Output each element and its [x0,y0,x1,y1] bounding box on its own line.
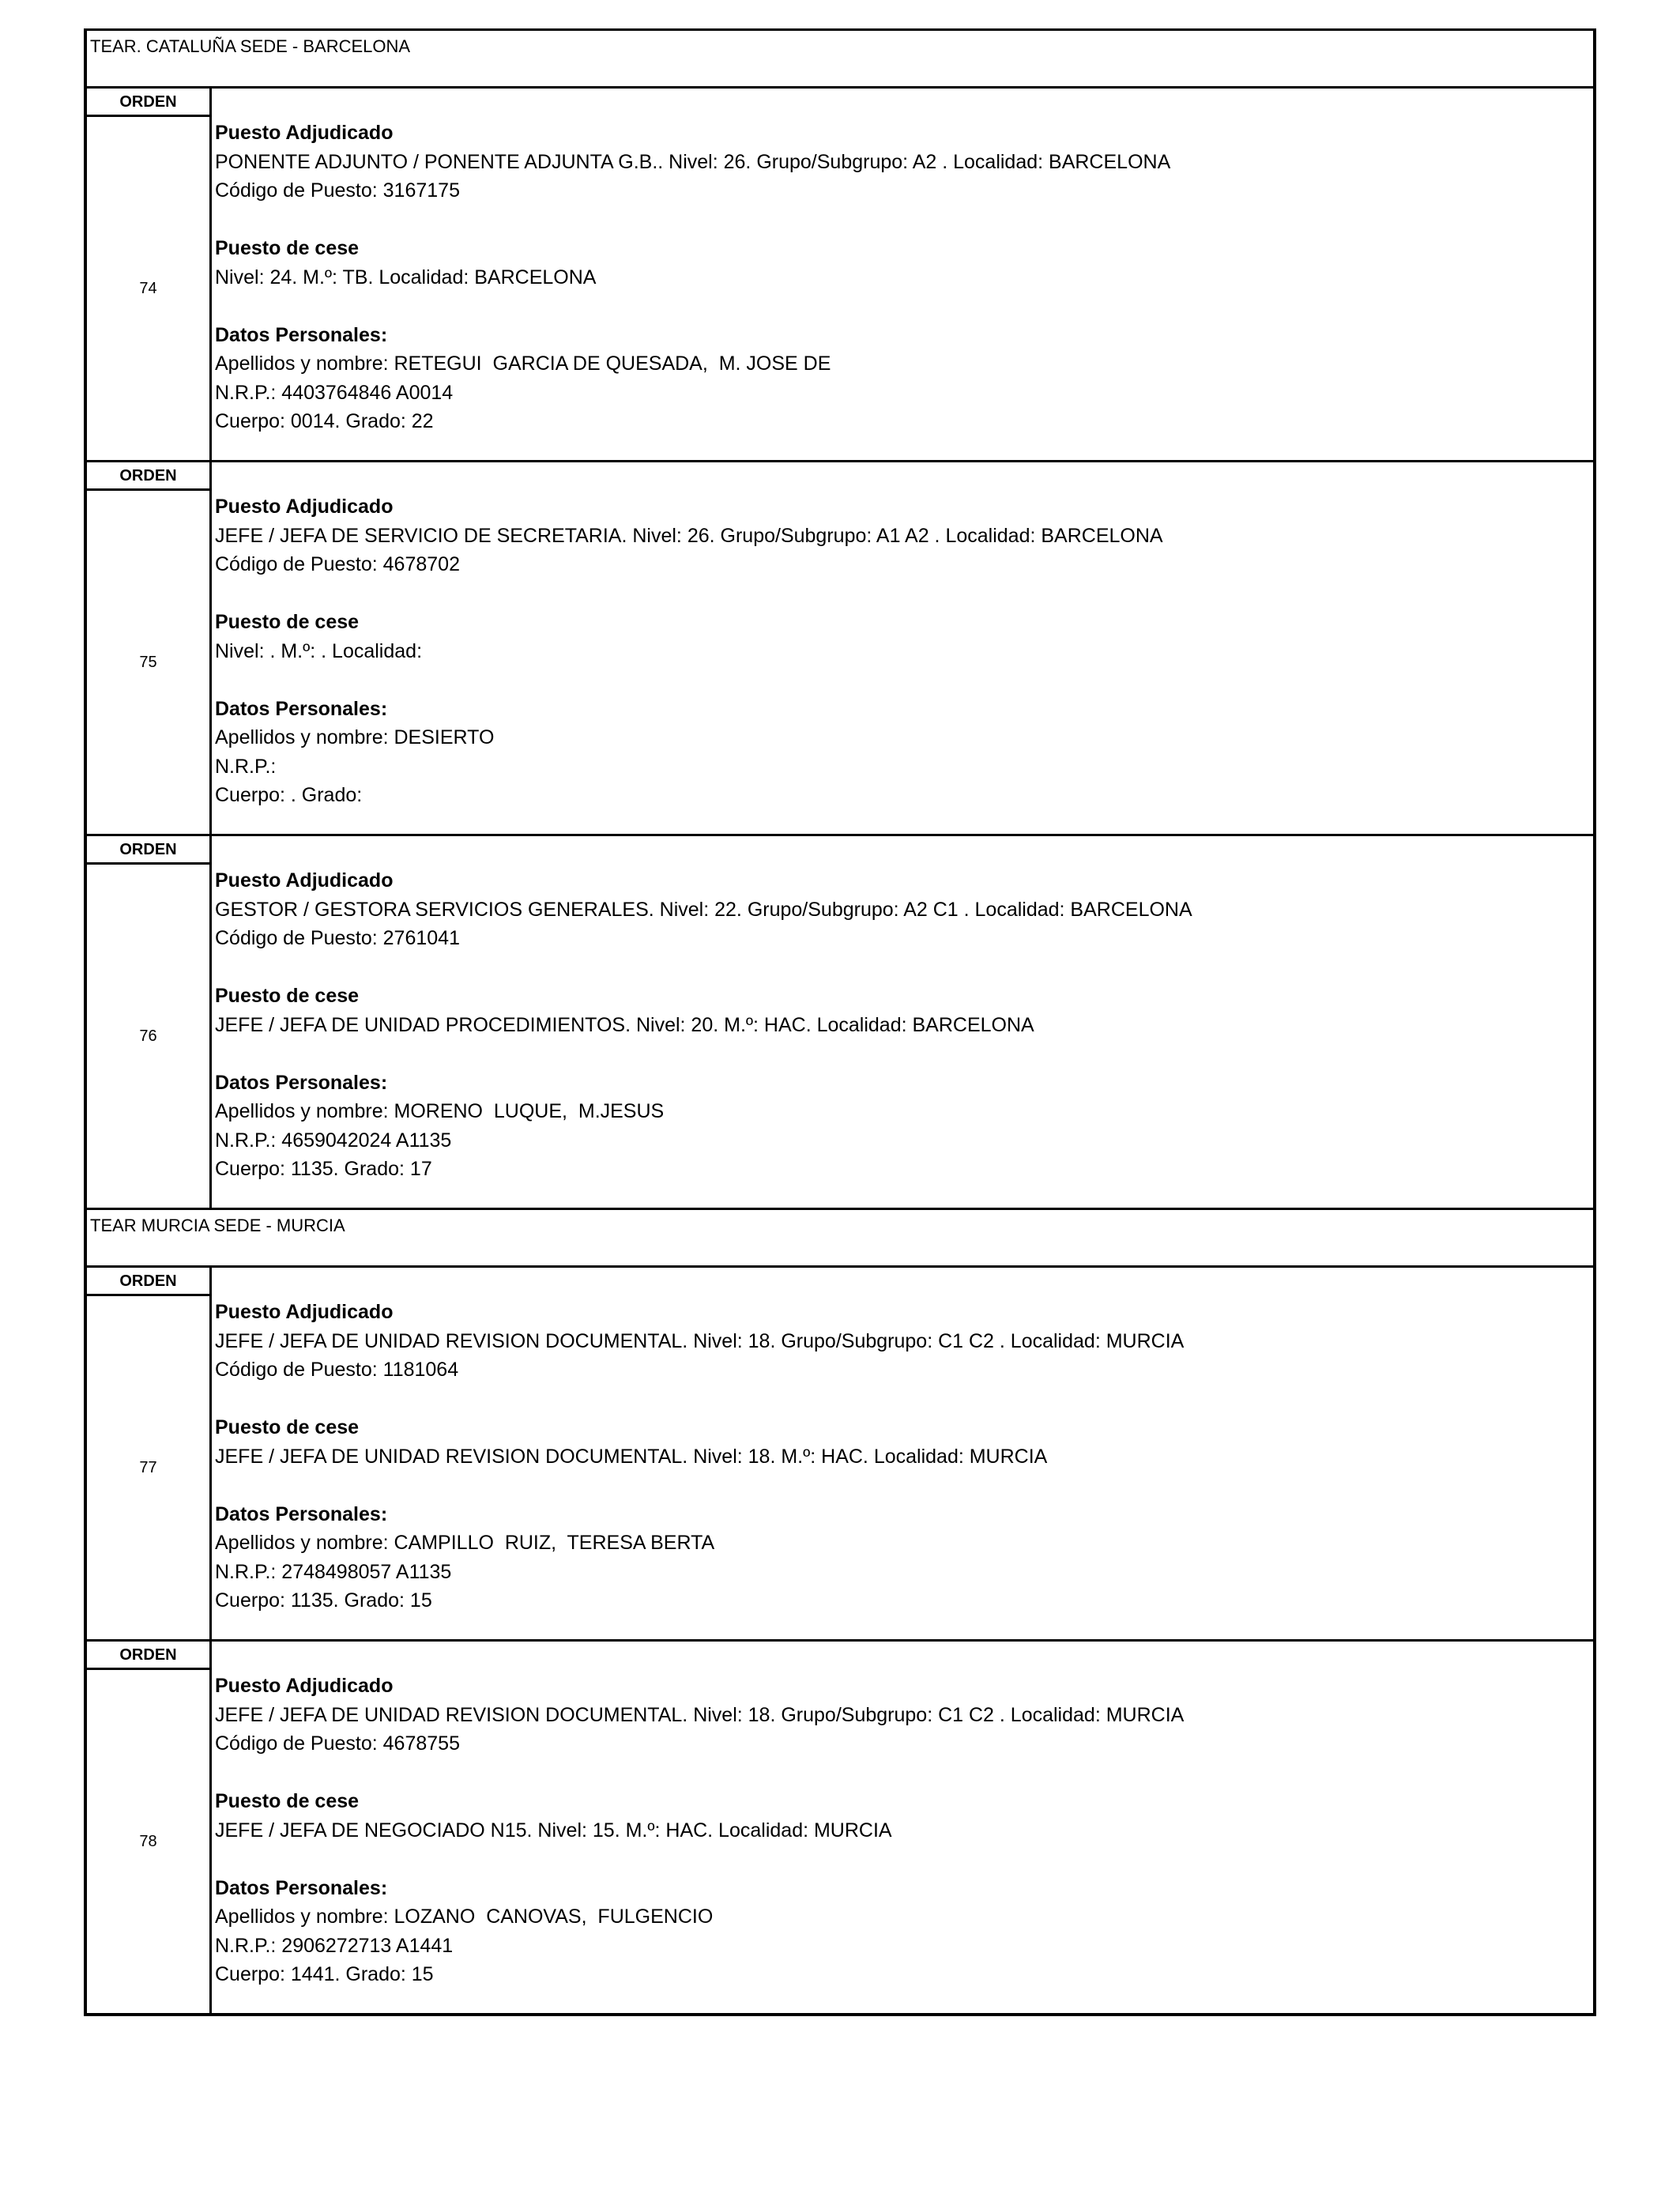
codigo-puesto: Código de Puesto: 4678755 [215,1732,460,1755]
puesto-adjudicado-heading: Puesto Adjudicado [215,122,394,144]
nrp: N.R.P.: 2906272713 A1441 [215,1934,454,1957]
puesto-adjudicado-description: PONENTE ADJUNTO / PONENTE ADJUNTA G.B.. Nivel: 26. Grupo/Subgrupo: A2 . Localidad: BARCELONA [215,150,1171,173]
orden-column [87,836,212,1208]
entry-row [87,89,1593,462]
puesto-cese-heading: Puesto de cese [215,1790,360,1812]
cuerpo-grado: Cuerpo: . Grado: [215,784,363,806]
nrp: N.R.P.: 4659042024 A1135 [215,1129,452,1152]
orden-column [87,89,212,460]
nrp: N.R.P.: 2748498057 A1135 [215,1560,452,1583]
puesto-cese-description: Nivel: . M.º: . Localidad: [215,639,423,662]
orden-column [87,462,212,834]
orden-label: ORDEN [87,462,209,491]
orden-label: ORDEN [87,89,209,117]
apellidos-nombre: Apellidos y nombre: RETEGUI GARCIA DE QUESADA, M. JOSE DE [215,352,831,375]
entry-row [87,1268,1593,1642]
cuerpo-grado: Cuerpo: 1135. Grado: 17 [215,1158,432,1180]
codigo-puesto: Código de Puesto: 1181064 [215,1359,459,1381]
cuerpo-grado: Cuerpo: 0014. Grado: 22 [215,410,434,432]
datos-personales-heading: Datos Personales: [215,697,388,720]
datos-personales-heading: Datos Personales: [215,1071,388,1094]
entry-details [212,1268,1593,1639]
entry-details [212,1642,1593,2013]
orden-number: 78 [139,1832,157,1850]
orden-column [87,1268,212,1639]
orden-number: 74 [139,279,157,297]
puesto-adjudicado-heading: Puesto Adjudicado [215,869,394,892]
entry-details [212,89,1593,460]
orden-label: ORDEN [87,1642,209,1670]
puesto-adjudicado-description: JEFE / JEFA DE UNIDAD REVISION DOCUMENTAL. Nivel: 18. Grupo/Subgrupo: C1 C2 . Localidad: MURCIA [215,1703,1185,1726]
apellidos-nombre: Apellidos y nombre: LOZANO CANOVAS, FULGENCIO [215,1906,714,1928]
entry-row [87,1642,1593,2013]
puesto-adjudicado-description: GESTOR / GESTORA SERVICIOS GENERALES. Nivel: 22. Grupo/Subgrupo: A2 C1 . Localidad: BARCELONA [215,898,1192,921]
puesto-adjudicado-description: JEFE / JEFA DE SERVICIO DE SECRETARIA. Nivel: 26. Grupo/Subgrupo: A1 A2 . Localidad: BARCELONA [215,524,1163,547]
orden-number: 76 [139,1027,157,1045]
cuerpo-grado: Cuerpo: 1441. Grado: 15 [215,1963,434,1985]
puesto-cese-heading: Puesto de cese [215,985,360,1007]
datos-personales-heading: Datos Personales: [215,1876,388,1899]
section-header: TEAR. CATALUÑA SEDE - BARCELONA [87,31,1593,89]
puesto-cese-heading: Puesto de cese [215,611,360,633]
orden-column [87,1642,212,2013]
puesto-cese-description: Nivel: 24. M.º: TB. Localidad: BARCELONA [215,266,597,288]
datos-personales-heading: Datos Personales: [215,323,388,346]
puesto-adjudicado-heading: Puesto Adjudicado [215,1301,394,1323]
puesto-cese-heading: Puesto de cese [215,1416,360,1438]
apellidos-nombre: Apellidos y nombre: DESIERTO [215,726,495,748]
puesto-adjudicado-heading: Puesto Adjudicado [215,1675,394,1697]
codigo-puesto: Código de Puesto: 3167175 [215,179,460,202]
puesto-cese-description: JEFE / JEFA DE NEGOCIADO N15. Nivel: 15. M.º: HAC. Localidad: MURCIA [215,1819,892,1842]
puesto-adjudicado-description: JEFE / JEFA DE UNIDAD REVISION DOCUMENTAL. Nivel: 18. Grupo/Subgrupo: C1 C2 . Localidad: MURCIA [215,1329,1185,1352]
section-header: TEAR MURCIA SEDE - MURCIA [87,1210,1593,1268]
codigo-puesto: Código de Puesto: 2761041 [215,927,460,949]
puesto-adjudicado-heading: Puesto Adjudicado [215,496,394,518]
apellidos-nombre: Apellidos y nombre: CAMPILLO RUIZ, TERESA BERTA [215,1532,715,1554]
orden-number: 75 [139,653,157,671]
puesto-cese-description: JEFE / JEFA DE UNIDAD REVISION DOCUMENTAL. Nivel: 18. M.º: HAC. Localidad: MURCIA [215,1445,1048,1468]
entry-row [87,836,1593,1210]
entry-details [212,836,1593,1208]
entry-details [212,462,1593,834]
nrp: N.R.P.: 4403764846 A0014 [215,381,454,404]
orden-label: ORDEN [87,1268,209,1296]
entry-row [87,462,1593,836]
document-table [84,28,1596,2016]
orden-label: ORDEN [87,836,209,865]
puesto-cese-description: JEFE / JEFA DE UNIDAD PROCEDIMIENTOS. Nivel: 20. M.º: HAC. Localidad: BARCELONA [215,1013,1034,1036]
orden-number: 77 [139,1458,157,1476]
codigo-puesto: Código de Puesto: 4678702 [215,553,460,575]
nrp: N.R.P.: [215,755,277,778]
cuerpo-grado: Cuerpo: 1135. Grado: 15 [215,1589,432,1612]
puesto-cese-heading: Puesto de cese [215,237,360,259]
apellidos-nombre: Apellidos y nombre: MORENO LUQUE, M.JESUS [215,1100,665,1122]
datos-personales-heading: Datos Personales: [215,1502,388,1525]
